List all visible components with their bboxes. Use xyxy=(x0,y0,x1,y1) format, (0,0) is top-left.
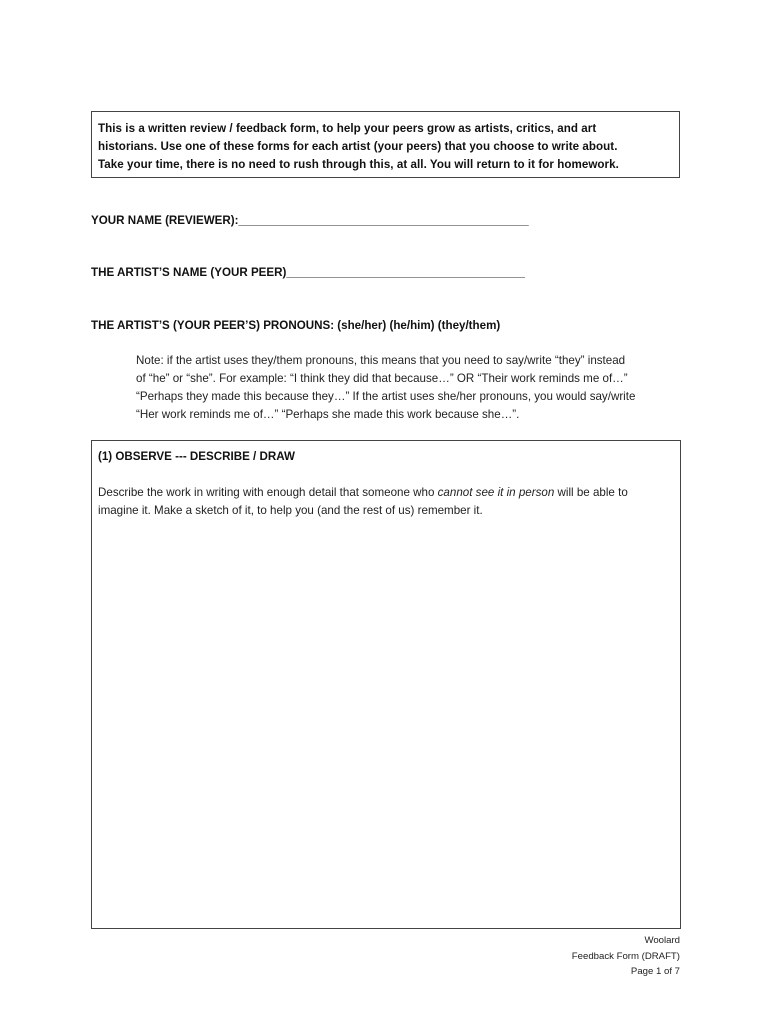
footer-author: Woolard xyxy=(644,935,680,946)
observe-desc-line-1 xyxy=(98,484,628,502)
footer-doc-title: Feedback Form (DRAFT) xyxy=(571,950,680,962)
observe-desc-emphasis: cannot see it in person xyxy=(437,486,555,499)
note-line-3: “Perhaps they made this because they…” If the artist uses she/her pronouns, you would say/write xyxy=(136,390,636,403)
observe-instructions xyxy=(98,484,628,520)
footer-page-number: Page 1 of 7 xyxy=(630,966,680,977)
intro-line-3: Take your time, there is no need to rush through this, at all. You will return to it for homework. xyxy=(98,158,619,171)
intro-line-2: historians. Use one of these forms for each artist (your peers) that you choose to write about. xyxy=(98,140,618,153)
observe-section-title: (1) OBSERVE --- DESCRIBE / DRAW xyxy=(98,450,295,463)
artist-name-field[interactable]: THE ARTIST’S NAME (YOUR PEER)_____________________________________ xyxy=(91,266,525,279)
reviewer-name-field[interactable]: YOUR NAME (REVIEWER):_____________________________________________ xyxy=(91,214,529,227)
intro-instructions-box xyxy=(91,111,680,178)
observe-desc-text: Describe the work in writing with enough detail that someone who xyxy=(98,486,438,499)
observe-desc-line-2: imagine it. Make a sketch of it, to help you (and the rest of us) remember it. xyxy=(98,504,483,517)
page-footer xyxy=(572,933,680,980)
intro-line-1: This is a written review / feedback form, to help your peers grow as artists, critics, and art xyxy=(98,122,597,135)
note-line-2: of “he” or “she”. For example: “I think they did that because…” OR “Their work reminds me of…” xyxy=(136,372,628,385)
note-line-4: “Her work reminds me of…” “Perhaps she made this work because she…”. xyxy=(136,408,520,421)
pronoun-note xyxy=(136,352,696,424)
note-line-1: Note: if the artist uses they/them pronouns, this means that you need to say/write “they” instead xyxy=(136,354,626,367)
pronouns-field[interactable]: THE ARTIST’S (YOUR PEER’S) PRONOUNS: (she/her) (he/him) (they/them) xyxy=(91,319,501,332)
observe-section-box[interactable] xyxy=(91,440,681,929)
observe-desc-text-end: will be able to xyxy=(554,486,628,499)
